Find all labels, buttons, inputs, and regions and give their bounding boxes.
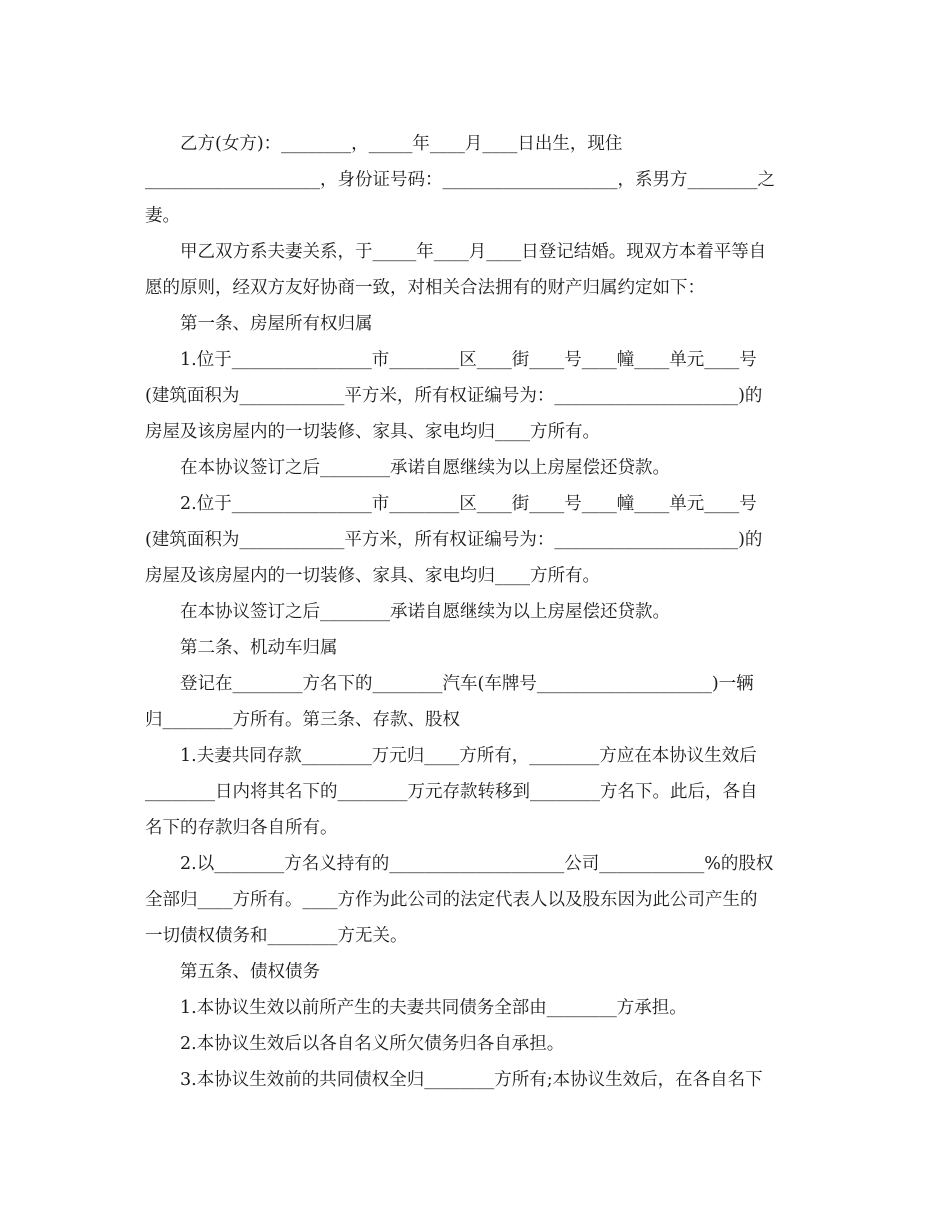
text-line: 名下的存款归各自所有。 [145, 818, 338, 838]
text-line: ________日内将其名下的________万元存款转移到________方名下。此后，各自 [145, 782, 758, 802]
text-line: 1.位于________________市________区____街____号____幢____单元____号 [180, 350, 757, 370]
text-line: 1.夫妻共同存款________万元归____方所有，________方应在本协议生效后 [180, 746, 757, 766]
text-line: 甲乙双方系夫妻关系，于_____年____月____日登记结婚。现双方本着平等自 [180, 242, 767, 262]
section-heading: 第一条、房屋所有权归属 [180, 314, 373, 334]
text-line: (建筑面积为____________平方米，所有权证编号为：_____________________)的 [145, 530, 763, 550]
text-line: 房屋及该房屋内的一切装修、家具、家电均归____方所有。 [145, 566, 600, 586]
text-line: 2.位于________________市________区____街____号____幢____单元____号 [180, 494, 757, 514]
text-line: 全部归____方所有。____方作为此公司的法定代表人以及股东因为此公司产生的 [145, 890, 758, 910]
text-line: 3.本协议生效前的共同债权全归________方所有;本协议生效后，在各自名下 [180, 1070, 763, 1090]
text-line: 乙方(女方)：________，_____年____月____日出生，现住 [180, 134, 623, 154]
text-line: 1.本协议生效以前所产生的夫妻共同债务全部由________方承担。 [180, 998, 687, 1018]
text-line: 愿的原则，经双方友好协商一致，对相关合法拥有的财产归属约定如下： [145, 278, 705, 298]
text-line: ____________________，身份证号码：____________________，系男方________之 [145, 170, 775, 190]
text-line: 2.本协议生效后以各自名义所欠债务归各自承担。 [180, 1034, 565, 1054]
text-line: 一切债权债务和________方无关。 [145, 926, 408, 946]
text-line: 2.以________方名义持有的____________________公司____________%的股权 [180, 854, 774, 874]
section-heading: 第二条、机动车归属 [180, 638, 338, 658]
text-line: 在本协议签订之后________承诺自愿继续为以上房屋偿还贷款。 [180, 458, 670, 478]
text-line: 房屋及该房屋内的一切装修、家具、家电均归____方所有。 [145, 422, 600, 442]
text-line: (建筑面积为____________平方米，所有权证编号为：_____________________)的 [145, 386, 763, 406]
section-heading: 第五条、债权债务 [180, 962, 320, 982]
text-line: 妻。 [145, 206, 180, 226]
text-line: 登记在________方名下的________汽车(车牌号____________________)一辆 [180, 674, 754, 694]
text-line: 在本协议签订之后________承诺自愿继续为以上房屋偿还贷款。 [180, 602, 670, 622]
text-line: 归________方所有。第三条、存款、股权 [145, 710, 460, 730]
